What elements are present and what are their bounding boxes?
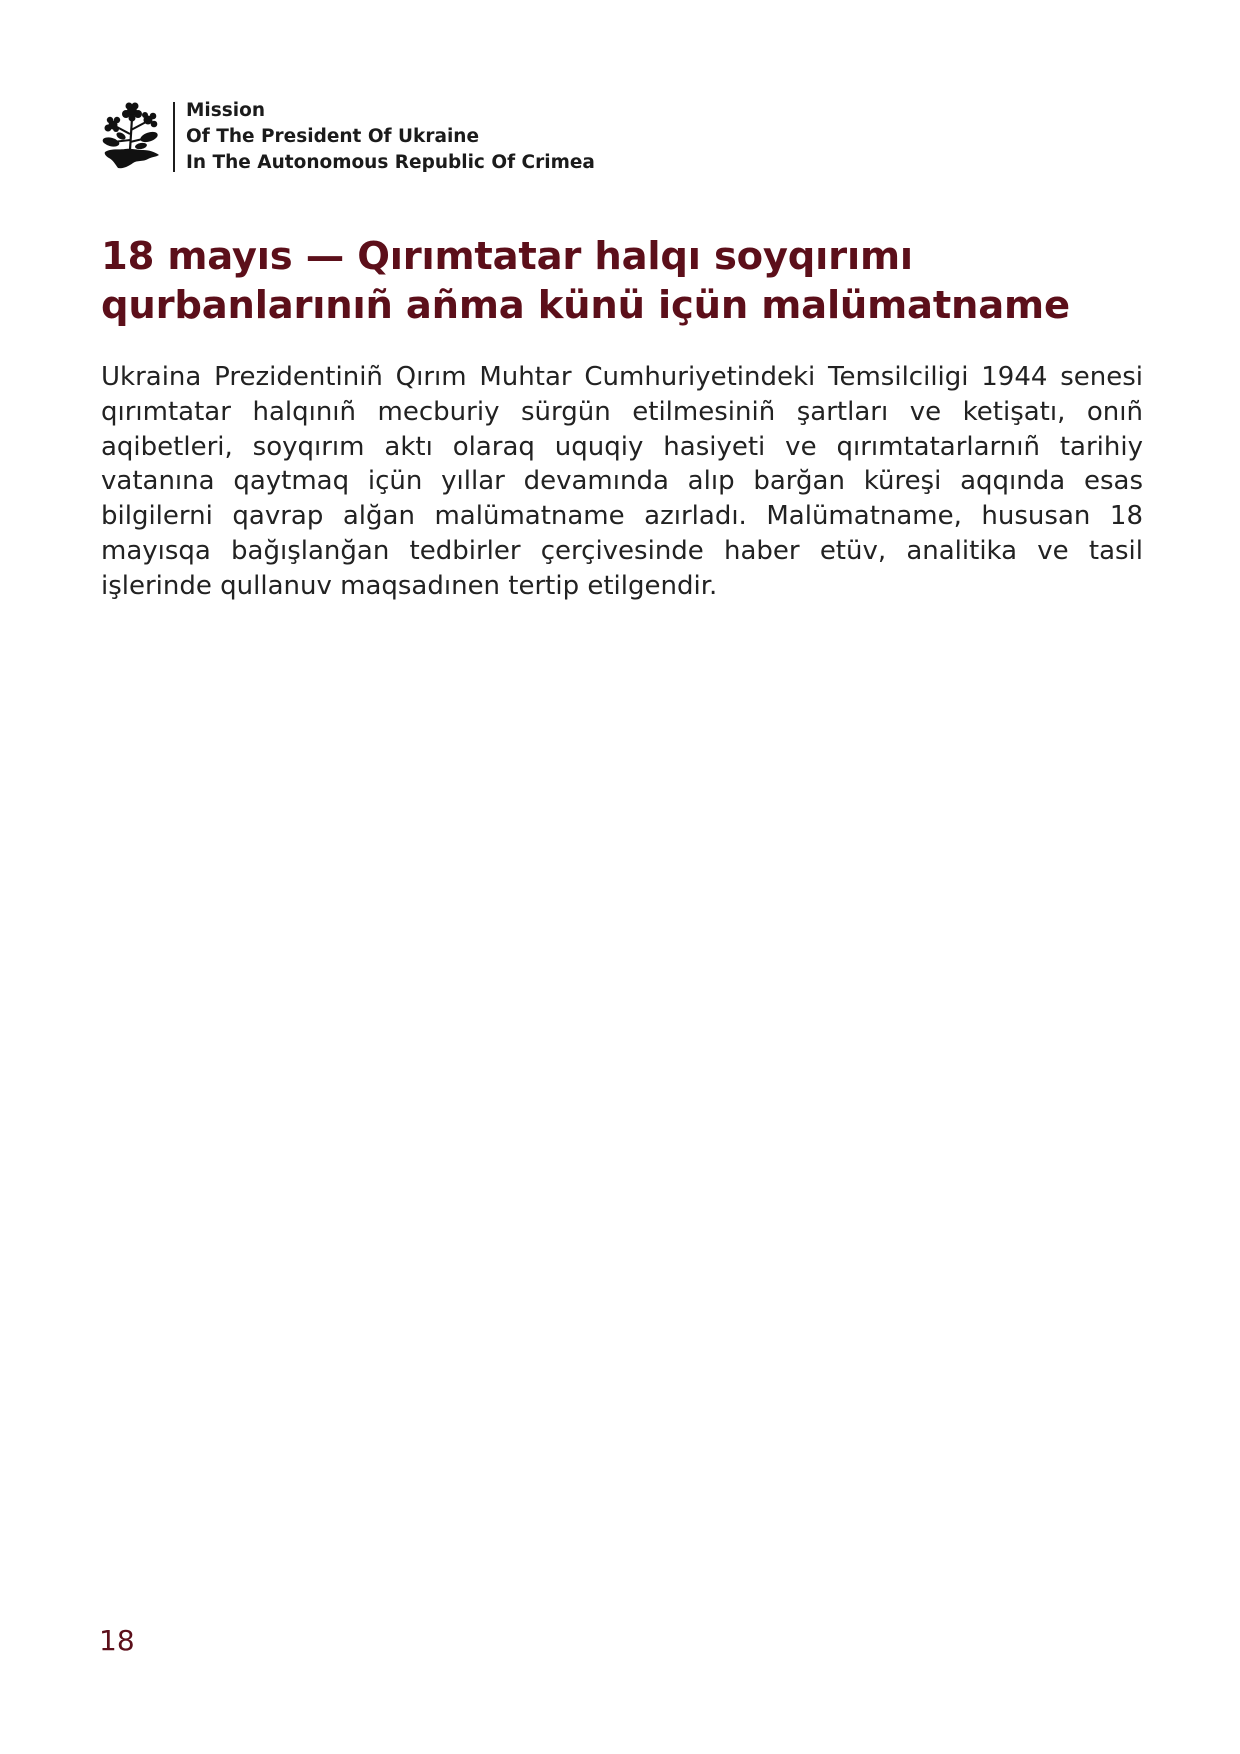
document-title [101,232,1161,330]
crimean-flower-peninsula-icon [101,100,163,172]
document-header [101,98,595,176]
organization-name-line-3: In The Autonomous Republic Of Crimea [186,152,595,173]
page-number: 18 [99,1624,135,1657]
organization-name [186,98,595,176]
organization-name-line-1: Mission [186,100,265,121]
intro-paragraph: Ukraina Prezidentiniñ Qırım Muhtar Cumhuriyetindeki Temsilciligi 1944 senesi qırımtatar halqınıñ mecburiy sürgün etilmesiniñ şartları ve ketişatı, onıñ aqibetleri, soyqırım aktı olaraq uquqiy hasiyeti ve qırımtatarlarnıñ tarihiy vatanına qaytmaq içün yıllar devamında alıp barğan küreşi aqqında esas bilgilerni qavrap alğan malümatname azırladı. Malümatname, hususan 18 mayısqa bağışlanğan tedbirler çerçivesinde haber etüv, analitika ve tasil işlerinde qullanuv maqsadınen tertip etilgendir. [101,362,1143,601]
header-divider [173,102,175,172]
document-title-line-1: 18 mayıs — Qırımtatar halqı soyqırımı [101,234,913,279]
organization-name-line-2: Of The President Of Ukraine [186,126,480,147]
document-title-line-2: qurbanlarınıñ añma künü içün malümatname [101,283,1070,328]
